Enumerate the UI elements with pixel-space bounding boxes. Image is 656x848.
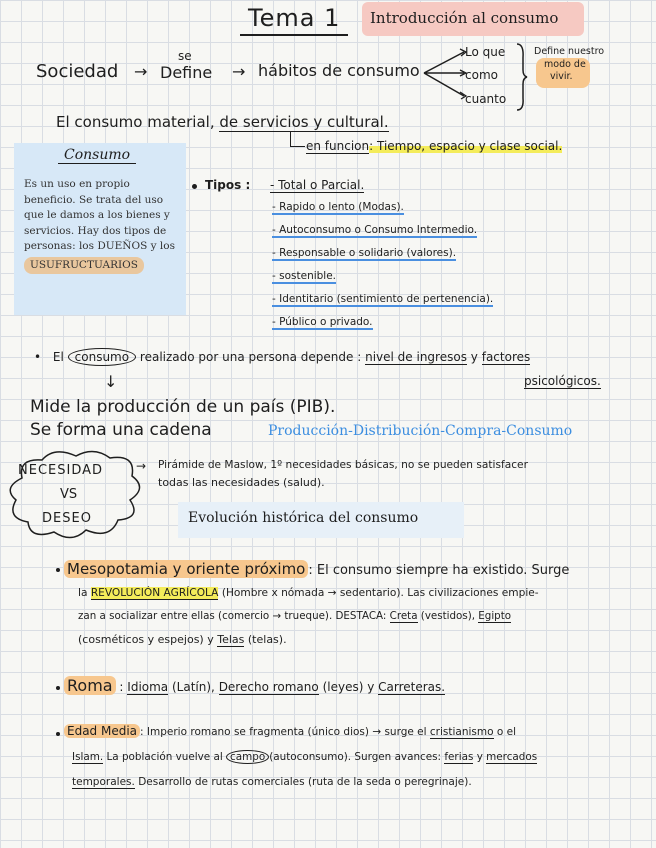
factores-mid: realizado por una persona depende :: [139, 350, 362, 364]
factores-pre: El: [52, 350, 64, 364]
deseo-label: DESEO: [42, 511, 92, 526]
note-define: Define nuestro: [534, 46, 605, 57]
meso-l1: : El consumo siempre ha existido. Surge: [308, 563, 570, 578]
edad-line-3: temporales. Desarrollo de rutas comerciales (ruta de la seda o peregrinaje).: [72, 776, 472, 788]
edad-media-label: Edad Media: [64, 724, 140, 738]
revolucion-label: REVOLUCIÓN AGRÍCOLA: [90, 587, 219, 599]
consumo-box-title: Consumo: [58, 147, 136, 164]
campo-circled: campo: [226, 750, 269, 764]
derecho-label: Derecho romano: [218, 680, 319, 694]
egipto-label: Egipto: [478, 610, 512, 622]
branch-arrows-icon: [420, 44, 470, 106]
factores-line: [34, 350, 530, 364]
arrow-down-icon: ↓: [104, 372, 118, 391]
ferias-label: ferias: [444, 751, 474, 763]
edad-line-1: Edad Media : Imperio romano se fragmenta (único dios) → surge el cristianismo o el: [64, 724, 516, 738]
idioma-label: Idioma: [127, 680, 169, 694]
note-modo: modo de: [544, 59, 586, 70]
mesopotamia-label: Mesopotamia y oriente próximo: [64, 560, 308, 578]
consumo-circled: consumo: [68, 348, 136, 366]
psico-label: psicológicos.: [524, 374, 601, 388]
branch-cuanto: cuanto: [465, 92, 507, 106]
tipo-item: - Público o privado.: [272, 316, 373, 328]
habitos-label: hábitos de consumo: [258, 61, 420, 80]
tipos-label: Tipos :: [205, 178, 251, 192]
duenos-label: DUEÑOS: [97, 240, 148, 252]
meso-line-4: (cosméticos y espejos) y Telas (telas).: [78, 633, 287, 646]
creta-label: Creta: [389, 610, 418, 622]
funcion-line: [306, 139, 562, 153]
sociedad-label: Sociedad: [36, 61, 119, 82]
meso-line-1: [64, 560, 569, 578]
chain-text: Producción-Distribución-Compra-Consumo: [268, 423, 573, 439]
tipo-item: - Autoconsumo o Consumo Intermedio.: [272, 224, 478, 236]
mercados-label: mercados: [486, 751, 538, 763]
branch-lo-que: Lo que: [465, 45, 506, 59]
vs-label: VS: [60, 487, 78, 502]
page-title: Tema 1: [240, 4, 348, 36]
note-vivir: vivir.: [550, 71, 573, 82]
roma-line: Roma : Idioma (Latín), Derecho romano (leyes) y Carreteras.: [64, 676, 445, 695]
tipo-item: - Rapido o lento (Modas).: [272, 201, 404, 213]
funcion-rest: : Tiempo, espacio y clase social.: [369, 139, 563, 153]
cristianismo-label: cristianismo: [429, 726, 494, 738]
maslow-line-2: todas las necesidades (salud).: [158, 476, 325, 489]
define-label: Define: [160, 63, 213, 82]
maslow-line-1: Pirámide de Maslow, 1º necesidades básicas, no se pueden satisfacer: [158, 459, 528, 471]
consumo-box-body: [24, 177, 176, 274]
bullet-icon: •: [34, 350, 42, 364]
tipo-item: - Responsable o solidario (valores).: [272, 247, 457, 259]
roma-bullet-icon: [56, 686, 60, 690]
temporales-label: temporales.: [72, 776, 135, 788]
consumo-body-text: Es un uso en propio beneficio. Se trata del uso que le damos a los bienes y servicios. Hay dos tipos de personas: los: [24, 178, 170, 252]
cadena-line: Se forma una cadena: [30, 420, 212, 440]
usufructuarios-label: USUFRUCTUARIOS: [24, 257, 144, 275]
carreteras-label: Carreteras.: [378, 680, 446, 694]
meso-line-2: la REVOLUCIÓN AGRÍCOLA (Hombre x nómada → sedentario). Las civilizaciones empie-: [78, 587, 539, 599]
roma-label: Roma: [64, 676, 116, 695]
edad-bullet-icon: [56, 732, 60, 736]
return-arrow-icon: [290, 132, 305, 147]
meso-line-3: zan a socializar entre ellas (comercio → trueque). DESTACA: Creta (vestidos), Egipto: [78, 610, 512, 622]
funcion-label: en funcion: [306, 139, 370, 153]
tipos-bullet-icon: [192, 184, 197, 189]
arrow-right-icon: →: [134, 62, 148, 81]
y-los-label: y los: [150, 240, 175, 252]
arrow-right-icon: →: [232, 62, 246, 81]
edad-line-2: Islam. La población vuelve al campo (autoconsumo). Surgen avances: ferias y mercados: [72, 751, 538, 763]
mide-line: Mide la producción de un país (PIB).: [30, 397, 336, 417]
evolucion-title: Evolución histórica del consumo: [188, 510, 419, 526]
intro-prefix: El consumo material,: [56, 113, 215, 131]
necesidad-label: NECESIDAD: [18, 463, 104, 478]
page-subtitle: Introducción al consumo: [370, 9, 559, 27]
brace-icon: [514, 42, 528, 112]
tipo-item: - Total o Parcial.: [270, 178, 365, 192]
tipo-item: - Identitario (sentimiento de pertenencia).: [272, 293, 494, 305]
arrow-right-icon: →: [136, 459, 147, 473]
se-label: se: [178, 49, 192, 63]
intro-line: [56, 113, 389, 131]
branch-como: como: [465, 68, 498, 82]
y-label: y: [470, 350, 478, 364]
intro-rest: de servicios y cultural.: [219, 113, 389, 131]
consumo-box: [14, 143, 186, 315]
islam-label: Islam.: [72, 751, 104, 763]
factores-label: factores: [481, 350, 531, 364]
meso-bullet-icon: [56, 568, 60, 572]
nivel-label: nivel de ingresos: [365, 350, 467, 364]
tipo-item: - sostenible.: [272, 270, 337, 282]
telas-label: Telas: [217, 633, 245, 646]
